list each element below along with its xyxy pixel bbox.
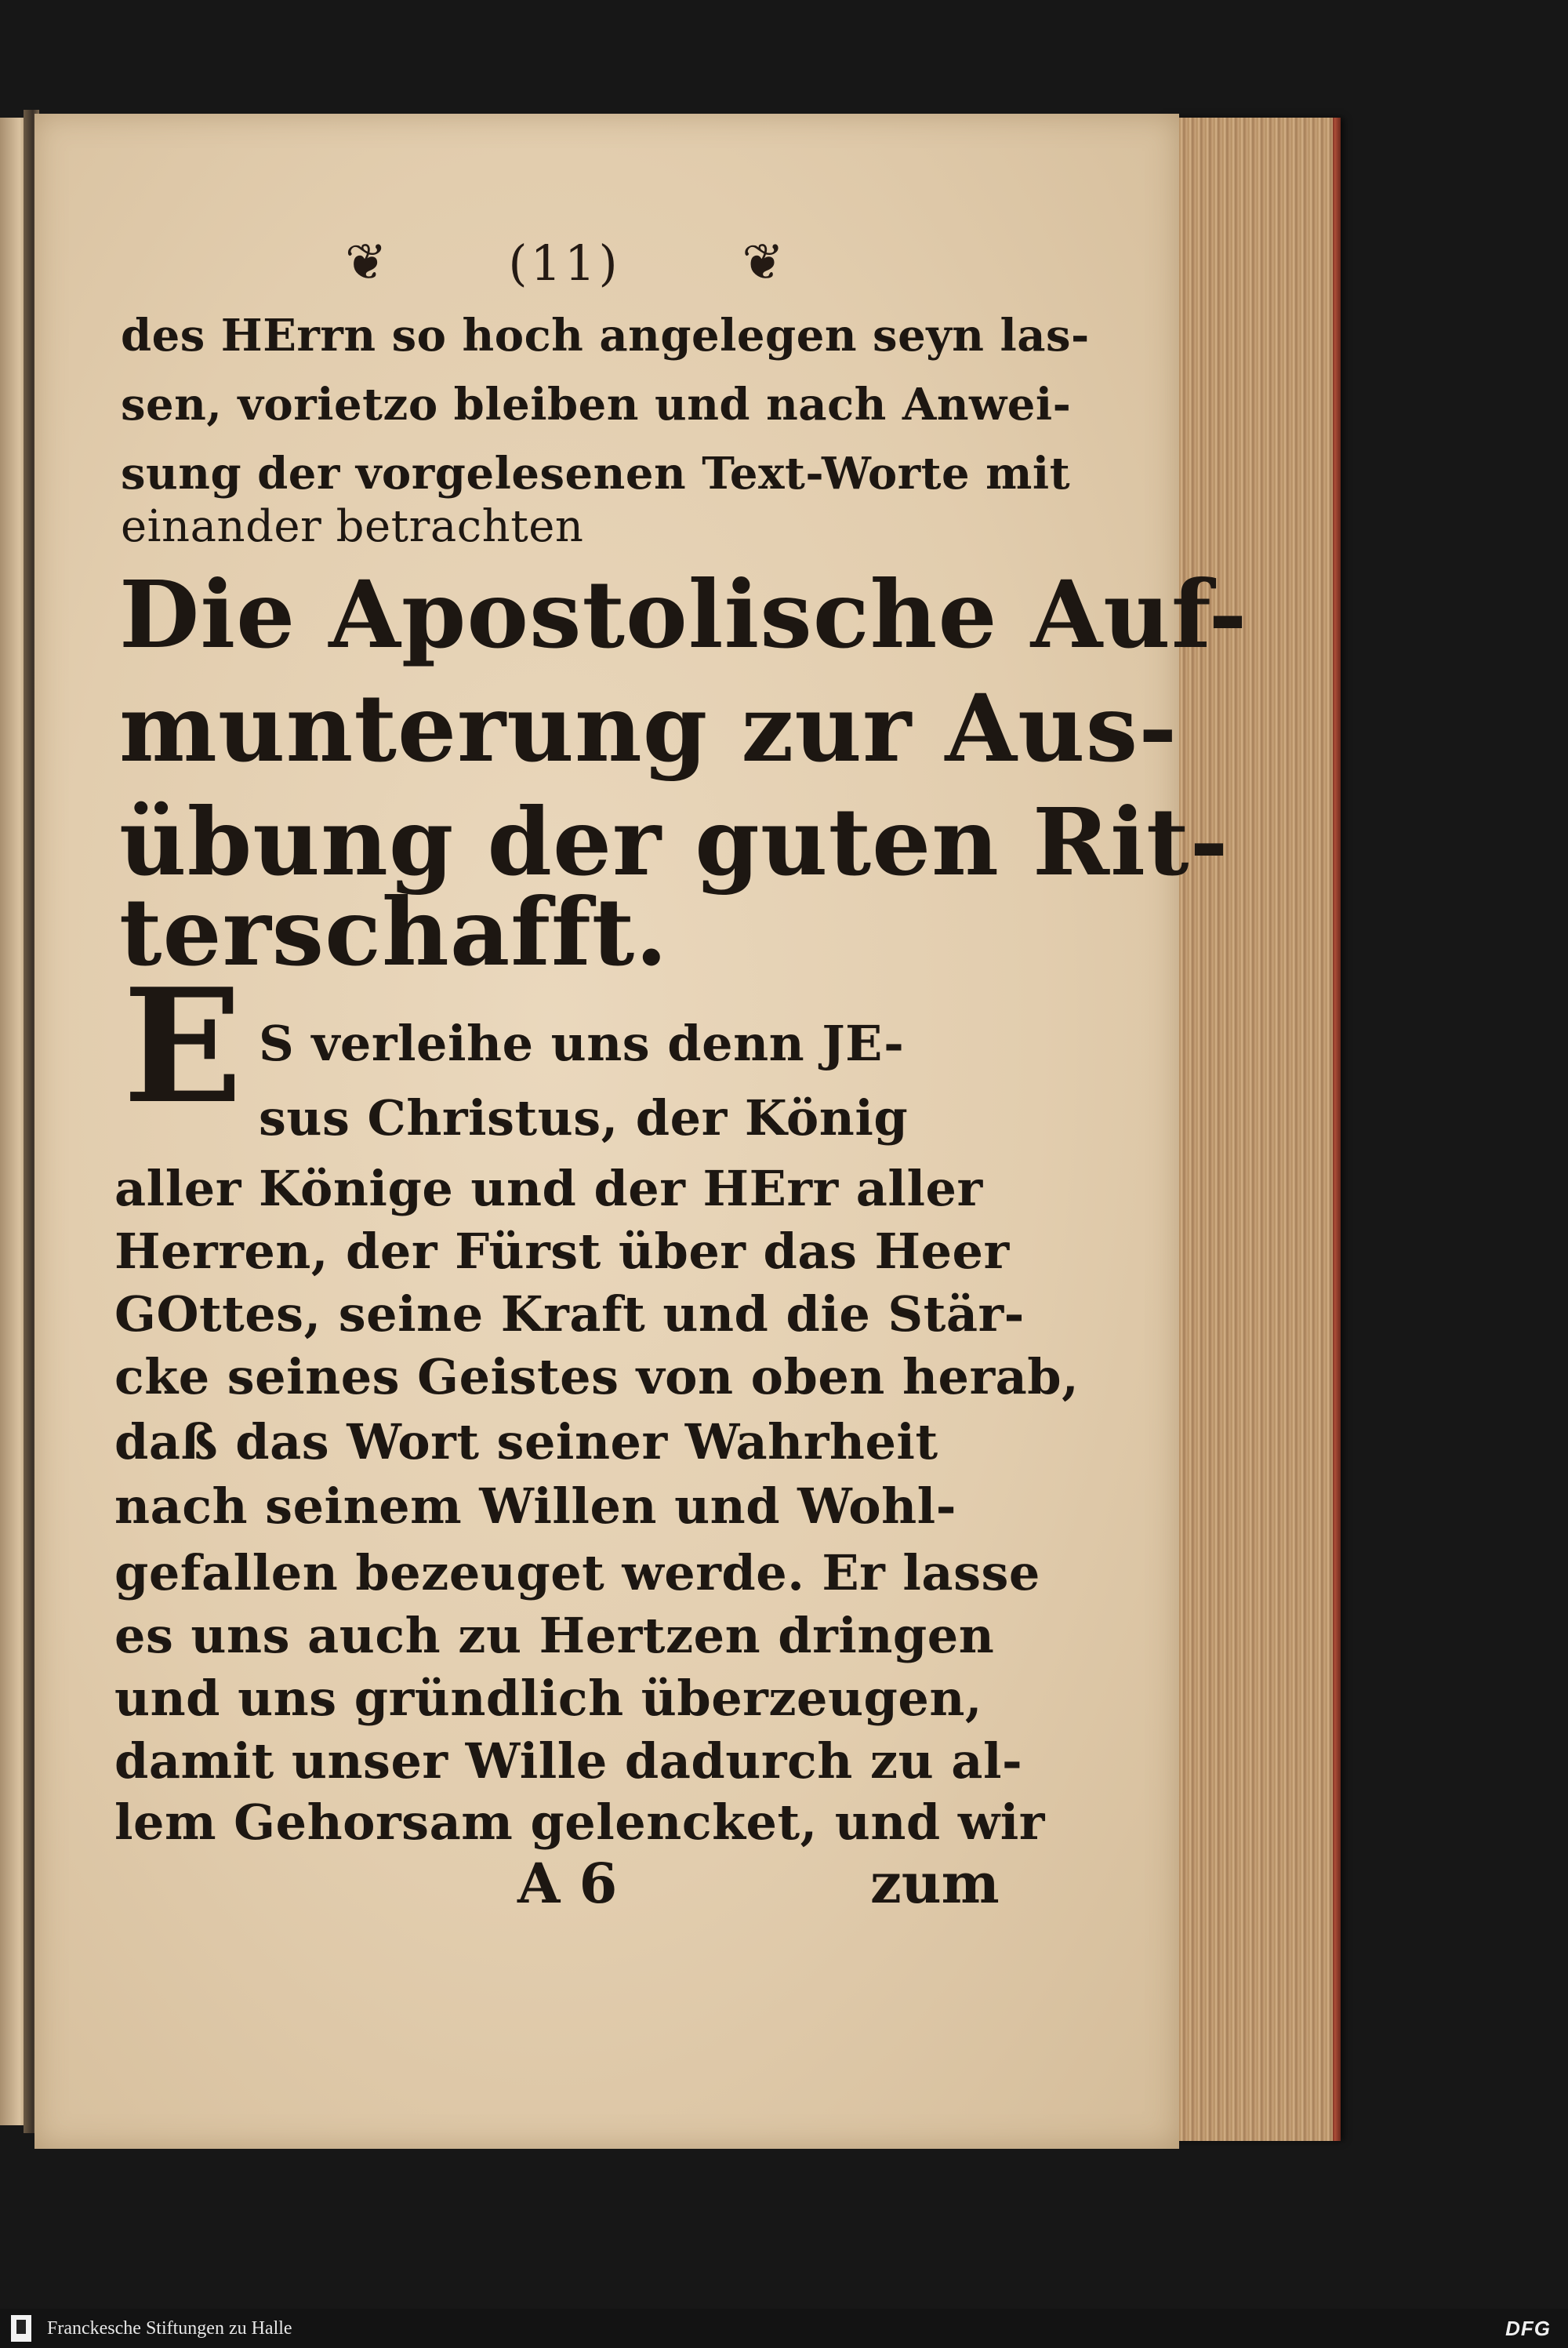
page-edges (1160, 118, 1341, 2141)
body-line: GOttes, seine Kraft und die Stär- (114, 1285, 1025, 1343)
initial-letter: E (122, 954, 243, 1139)
body-line: sus Christus, der König (259, 1089, 909, 1147)
body-line: damit unser Wille dadurch zu al- (114, 1732, 1023, 1790)
page-number: (11) (508, 234, 621, 292)
section-title-line: übung der guten Rit- (119, 787, 1229, 896)
institution-name: Franckesche Stiftungen zu Halle (47, 2317, 292, 2339)
body-line: daß das Wort seiner Wahrheit (114, 1413, 938, 1470)
signature-mark: A 6 (517, 1851, 618, 1916)
page-header (345, 227, 784, 298)
body-line: Herren, der Fürst über das Heer (114, 1223, 1010, 1280)
section-title-line: munterung zur Aus- (119, 674, 1178, 783)
viewer-footer (0, 2309, 1568, 2348)
catchword: zum (870, 1851, 1000, 1916)
dfg-logo: DFG (1505, 2316, 1551, 2340)
intro-line: sung der vorgelesenen Text-Worte mit (121, 448, 1071, 500)
institution-logo-icon (11, 2315, 31, 2342)
section-title-line: Die Apostolische Auf- (119, 560, 1248, 669)
body-line: lem Gehorsam gelencket, und wir (114, 1794, 1045, 1851)
section-title-line: terschafft. (119, 878, 669, 987)
body-line: und uns gründlich überzeugen, (114, 1670, 983, 1727)
body-line: nach seinem Willen und Wohl- (114, 1477, 956, 1535)
ornament-right-icon: ❦ (742, 234, 784, 292)
body-line: S verleihe uns denn JE- (259, 1015, 905, 1072)
body-line: aller Könige und der HErr aller (114, 1160, 983, 1217)
body-line: gefallen bezeuget werde. Er lasse (114, 1544, 1040, 1601)
body-line: es uns auch zu Hertzen dringen (114, 1607, 995, 1664)
intro-line: einander betrachten (121, 501, 584, 552)
ornament-left-icon: ❦ (345, 234, 387, 292)
intro-line: sen, vorietzo bleiben und nach Anwei- (121, 379, 1072, 431)
body-line: cke seines Geistes von oben herab, (114, 1348, 1080, 1405)
intro-line: des HErrn so hoch angelegen seyn las- (121, 310, 1090, 362)
